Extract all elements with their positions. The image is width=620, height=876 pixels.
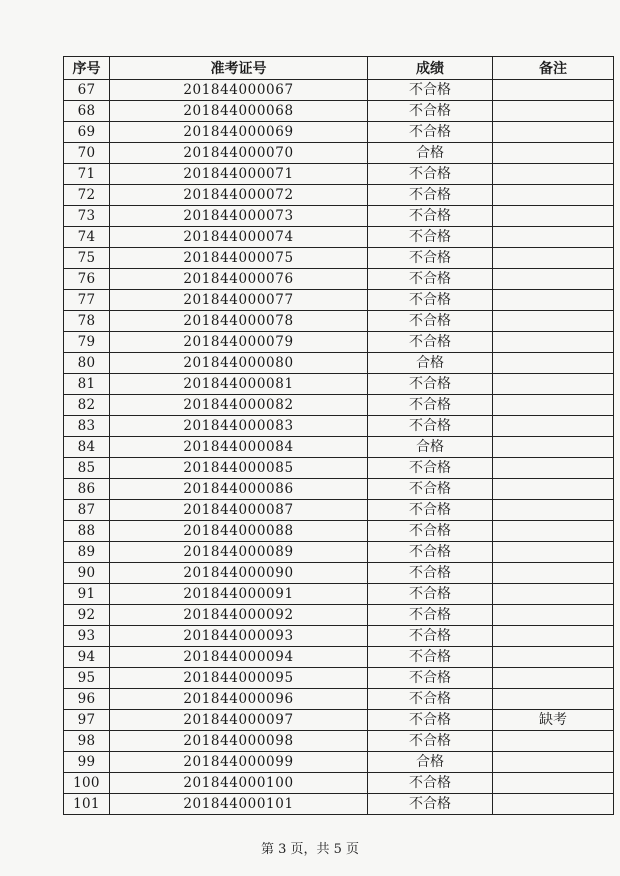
admission-ticket-number-cell: 201844000076 xyxy=(110,269,368,290)
header-row xyxy=(64,57,614,80)
table-row xyxy=(64,290,614,311)
remarks-cell xyxy=(493,395,614,416)
admission-ticket-number-cell: 201844000089 xyxy=(110,542,368,563)
score-cell: 不合格 xyxy=(368,416,493,437)
serial-number-cell: 73 xyxy=(64,206,110,227)
table-row xyxy=(64,206,614,227)
admission-ticket-number-cell: 201844000069 xyxy=(110,122,368,143)
admission-ticket-number-cell: 201844000085 xyxy=(110,458,368,479)
remarks-cell xyxy=(493,353,614,374)
score-cell: 不合格 xyxy=(368,248,493,269)
table-row xyxy=(64,143,614,164)
table-row xyxy=(64,731,614,752)
serial-number-cell: 78 xyxy=(64,311,110,332)
score-cell: 合格 xyxy=(368,353,493,374)
admission-ticket-number-cell: 201844000070 xyxy=(110,143,368,164)
table-row xyxy=(64,332,614,353)
admission-ticket-number-cell: 201844000071 xyxy=(110,164,368,185)
admission-ticket-number-cell: 201844000093 xyxy=(110,626,368,647)
remarks-cell xyxy=(493,332,614,353)
serial-number-cell: 76 xyxy=(64,269,110,290)
table-row xyxy=(64,437,614,458)
header-remarks: 备注 xyxy=(493,57,614,80)
score-cell: 不合格 xyxy=(368,584,493,605)
score-cell: 不合格 xyxy=(368,80,493,101)
remarks-cell xyxy=(493,416,614,437)
admission-ticket-number-cell: 201844000075 xyxy=(110,248,368,269)
score-cell: 不合格 xyxy=(368,269,493,290)
table-row xyxy=(64,227,614,248)
score-cell: 不合格 xyxy=(368,521,493,542)
table-row xyxy=(64,794,614,815)
table-row xyxy=(64,626,614,647)
admission-ticket-number-cell: 201844000068 xyxy=(110,101,368,122)
table-row xyxy=(64,500,614,521)
score-cell: 不合格 xyxy=(368,668,493,689)
page-number: 第 3 页，共 5 页 xyxy=(260,842,360,857)
admission-ticket-number-cell: 201844000086 xyxy=(110,479,368,500)
admission-ticket-number-cell: 201844000090 xyxy=(110,563,368,584)
admission-ticket-number-cell: 201844000091 xyxy=(110,584,368,605)
remarks-cell xyxy=(493,563,614,584)
admission-ticket-number-cell: 201844000081 xyxy=(110,374,368,395)
header-score: 成绩 xyxy=(368,57,493,80)
serial-number-cell: 83 xyxy=(64,416,110,437)
admission-ticket-number-cell: 201844000083 xyxy=(110,416,368,437)
score-cell: 不合格 xyxy=(368,794,493,815)
admission-ticket-number-cell: 201844000084 xyxy=(110,437,368,458)
serial-number-cell: 81 xyxy=(64,374,110,395)
serial-number-cell: 72 xyxy=(64,185,110,206)
remarks-cell xyxy=(493,584,614,605)
remarks-cell xyxy=(493,311,614,332)
remarks-cell xyxy=(493,479,614,500)
admission-ticket-number-cell: 201844000073 xyxy=(110,206,368,227)
score-cell: 不合格 xyxy=(368,626,493,647)
score-cell: 不合格 xyxy=(368,710,493,731)
admission-ticket-number-cell: 201844000094 xyxy=(110,647,368,668)
serial-number-cell: 91 xyxy=(64,584,110,605)
score-cell: 不合格 xyxy=(368,206,493,227)
serial-number-cell: 93 xyxy=(64,626,110,647)
score-cell: 不合格 xyxy=(368,101,493,122)
serial-number-cell: 85 xyxy=(64,458,110,479)
score-cell: 不合格 xyxy=(368,395,493,416)
admission-ticket-number-cell: 201844000101 xyxy=(110,794,368,815)
admission-ticket-number-cell: 201844000095 xyxy=(110,668,368,689)
admission-ticket-number-cell: 201844000077 xyxy=(110,290,368,311)
remarks-cell xyxy=(493,101,614,122)
remarks-cell xyxy=(493,500,614,521)
table-row xyxy=(64,248,614,269)
admission-ticket-number-cell: 201844000087 xyxy=(110,500,368,521)
serial-number-cell: 69 xyxy=(64,122,110,143)
remarks-cell xyxy=(493,647,614,668)
remarks-cell xyxy=(493,752,614,773)
remarks-cell xyxy=(493,542,614,563)
remarks-cell xyxy=(493,374,614,395)
table-row xyxy=(64,647,614,668)
table-row xyxy=(64,122,614,143)
score-cell: 不合格 xyxy=(368,479,493,500)
remarks-cell xyxy=(493,437,614,458)
score-cell: 合格 xyxy=(368,143,493,164)
admission-ticket-number-cell: 201844000079 xyxy=(110,332,368,353)
serial-number-cell: 86 xyxy=(64,479,110,500)
score-cell: 不合格 xyxy=(368,731,493,752)
table-row xyxy=(64,80,614,101)
remarks-cell xyxy=(493,80,614,101)
admission-ticket-number-cell: 201844000099 xyxy=(110,752,368,773)
remarks-cell xyxy=(493,248,614,269)
admission-ticket-number-cell: 201844000096 xyxy=(110,689,368,710)
admission-ticket-number-cell: 201844000067 xyxy=(110,80,368,101)
admission-ticket-number-cell: 201844000092 xyxy=(110,605,368,626)
remarks-cell xyxy=(493,731,614,752)
table-row xyxy=(64,101,614,122)
serial-number-cell: 80 xyxy=(64,353,110,374)
remarks-cell xyxy=(493,605,614,626)
serial-number-cell: 101 xyxy=(64,794,110,815)
remarks-cell xyxy=(493,668,614,689)
admission-ticket-number-cell: 201844000074 xyxy=(110,227,368,248)
score-table-header xyxy=(64,57,614,80)
score-cell: 不合格 xyxy=(368,563,493,584)
score-cell: 不合格 xyxy=(368,185,493,206)
remarks-cell xyxy=(493,143,614,164)
remarks-cell xyxy=(493,290,614,311)
remarks-cell xyxy=(493,227,614,248)
table-row xyxy=(64,416,614,437)
serial-number-cell: 84 xyxy=(64,437,110,458)
score-table xyxy=(63,56,614,815)
score-cell: 不合格 xyxy=(368,689,493,710)
remarks-cell: 缺考 xyxy=(493,710,614,731)
admission-ticket-number-cell: 201844000078 xyxy=(110,311,368,332)
table-row xyxy=(64,164,614,185)
score-cell: 不合格 xyxy=(368,311,493,332)
serial-number-cell: 70 xyxy=(64,143,110,164)
remarks-cell xyxy=(493,773,614,794)
table-row xyxy=(64,521,614,542)
serial-number-cell: 74 xyxy=(64,227,110,248)
remarks-cell xyxy=(493,626,614,647)
remarks-cell xyxy=(493,794,614,815)
serial-number-cell: 95 xyxy=(64,668,110,689)
table-row xyxy=(64,710,614,731)
serial-number-cell: 98 xyxy=(64,731,110,752)
serial-number-cell: 87 xyxy=(64,500,110,521)
serial-number-cell: 68 xyxy=(64,101,110,122)
table-row xyxy=(64,689,614,710)
header-admission-ticket-number: 准考证号 xyxy=(110,57,368,80)
admission-ticket-number-cell: 201844000088 xyxy=(110,521,368,542)
table-row xyxy=(64,374,614,395)
score-cell: 不合格 xyxy=(368,227,493,248)
score-cell: 不合格 xyxy=(368,290,493,311)
remarks-cell xyxy=(493,185,614,206)
admission-ticket-number-cell: 201844000100 xyxy=(110,773,368,794)
table-row xyxy=(64,269,614,290)
serial-number-cell: 77 xyxy=(64,290,110,311)
score-cell: 合格 xyxy=(368,752,493,773)
serial-number-cell: 99 xyxy=(64,752,110,773)
table-row xyxy=(64,563,614,584)
remarks-cell xyxy=(493,269,614,290)
table-row xyxy=(64,773,614,794)
score-cell: 不合格 xyxy=(368,164,493,185)
table-row xyxy=(64,395,614,416)
serial-number-cell: 88 xyxy=(64,521,110,542)
table-row xyxy=(64,752,614,773)
serial-number-cell: 67 xyxy=(64,80,110,101)
admission-ticket-number-cell: 201844000072 xyxy=(110,185,368,206)
serial-number-cell: 100 xyxy=(64,773,110,794)
table-row xyxy=(64,458,614,479)
score-cell: 不合格 xyxy=(368,332,493,353)
header-serial-number: 序号 xyxy=(64,57,110,80)
serial-number-cell: 94 xyxy=(64,647,110,668)
serial-number-cell: 96 xyxy=(64,689,110,710)
score-cell: 不合格 xyxy=(368,500,493,521)
serial-number-cell: 71 xyxy=(64,164,110,185)
table-row xyxy=(64,668,614,689)
serial-number-cell: 97 xyxy=(64,710,110,731)
score-cell: 不合格 xyxy=(368,647,493,668)
remarks-cell xyxy=(493,458,614,479)
score-cell: 不合格 xyxy=(368,122,493,143)
score-cell: 不合格 xyxy=(368,773,493,794)
remarks-cell xyxy=(493,164,614,185)
score-cell: 不合格 xyxy=(368,542,493,563)
remarks-cell xyxy=(493,122,614,143)
score-cell: 不合格 xyxy=(368,458,493,479)
table-row xyxy=(64,605,614,626)
score-cell: 不合格 xyxy=(368,605,493,626)
serial-number-cell: 75 xyxy=(64,248,110,269)
serial-number-cell: 89 xyxy=(64,542,110,563)
serial-number-cell: 90 xyxy=(64,563,110,584)
admission-ticket-number-cell: 201844000097 xyxy=(110,710,368,731)
remarks-cell xyxy=(493,689,614,710)
table-row xyxy=(64,479,614,500)
score-cell: 不合格 xyxy=(368,374,493,395)
table-row xyxy=(64,542,614,563)
admission-ticket-number-cell: 201844000082 xyxy=(110,395,368,416)
score-table-body xyxy=(64,80,614,815)
admission-ticket-number-cell: 201844000098 xyxy=(110,731,368,752)
table-row xyxy=(64,185,614,206)
serial-number-cell: 82 xyxy=(64,395,110,416)
table-row xyxy=(64,311,614,332)
table-row xyxy=(64,353,614,374)
serial-number-cell: 92 xyxy=(64,605,110,626)
score-cell: 合格 xyxy=(368,437,493,458)
serial-number-cell: 79 xyxy=(64,332,110,353)
table-row xyxy=(64,584,614,605)
remarks-cell xyxy=(493,521,614,542)
remarks-cell xyxy=(493,206,614,227)
admission-ticket-number-cell: 201844000080 xyxy=(110,353,368,374)
